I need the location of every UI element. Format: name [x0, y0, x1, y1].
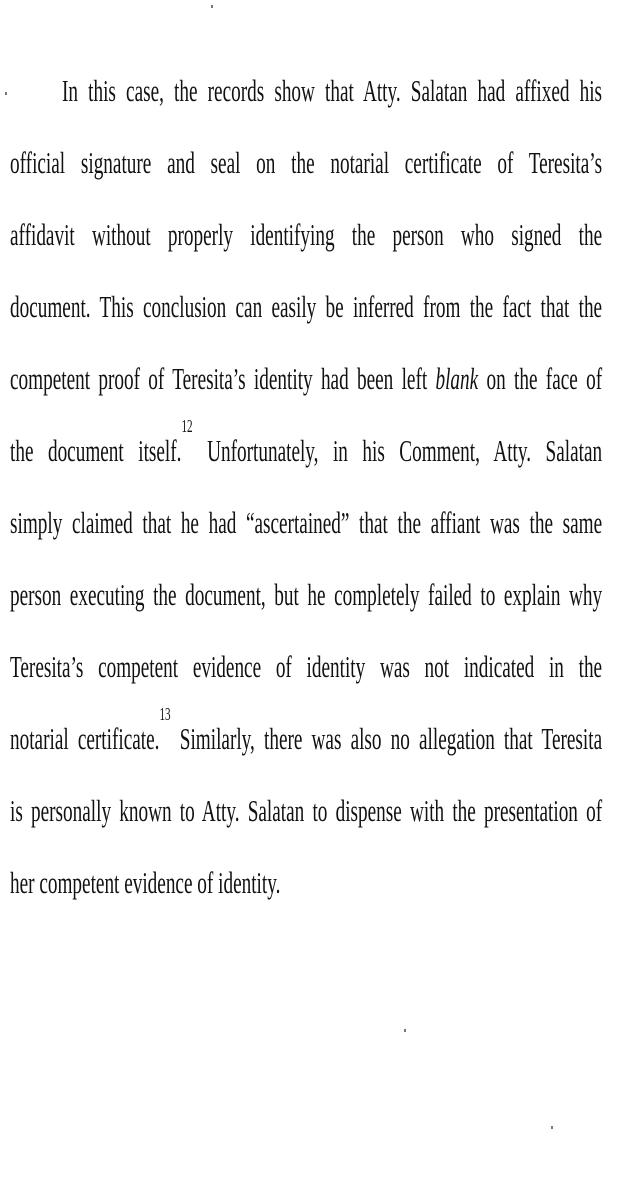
scan-speck	[211, 5, 213, 8]
paragraph-line-1: In this case, the records show that Atty. Salatan had affixed his	[62, 73, 603, 108]
line-5-tail: on the face of	[478, 361, 603, 396]
line-10-tail: Similarly, there was also no allegation that Teresita	[170, 721, 603, 756]
scan-speck	[551, 1126, 553, 1129]
paragraph-line-7: simply claimed that he had “ascertained” that the affiant was the same	[10, 505, 603, 540]
paragraph-line-2: official signature and seal on the notarial certificate of Teresita’s	[10, 145, 603, 180]
footnote-13: 13	[159, 704, 171, 724]
scan-speck	[5, 92, 7, 95]
paragraph-line-12: her competent evidence of identity.	[10, 865, 281, 900]
paragraph-line-9: Teresita’s competent evidence of identity was not indicated in the	[10, 649, 603, 684]
paragraph-line-11: is personally known to Atty. Salatan to dispense with the presentation of	[10, 793, 603, 828]
paragraph-line-4: document. This conclusion can easily be inferred from the fact that the	[10, 289, 603, 324]
paragraph-line-10	[10, 704, 603, 767]
line-5-text: competent proof of Teresita’s identity had been left	[10, 361, 436, 396]
paragraph-line-5	[10, 351, 602, 407]
footnote-12: 12	[181, 416, 193, 436]
line-6-tail: Unfortunately, in his Comment, Atty. Salatan	[192, 433, 603, 468]
paragraph-line-3: affidavit without properly identifying the person who signed the	[10, 217, 603, 252]
paragraph-line-8: person executing the document, but he completely failed to explain why	[10, 577, 603, 612]
italic-word-blank: blank	[435, 361, 479, 396]
line-10-text: notarial certificate.	[10, 721, 160, 756]
scan-speck	[404, 1029, 406, 1032]
line-6-text: the document itself.	[10, 433, 182, 468]
paragraph-line-6	[10, 416, 603, 479]
